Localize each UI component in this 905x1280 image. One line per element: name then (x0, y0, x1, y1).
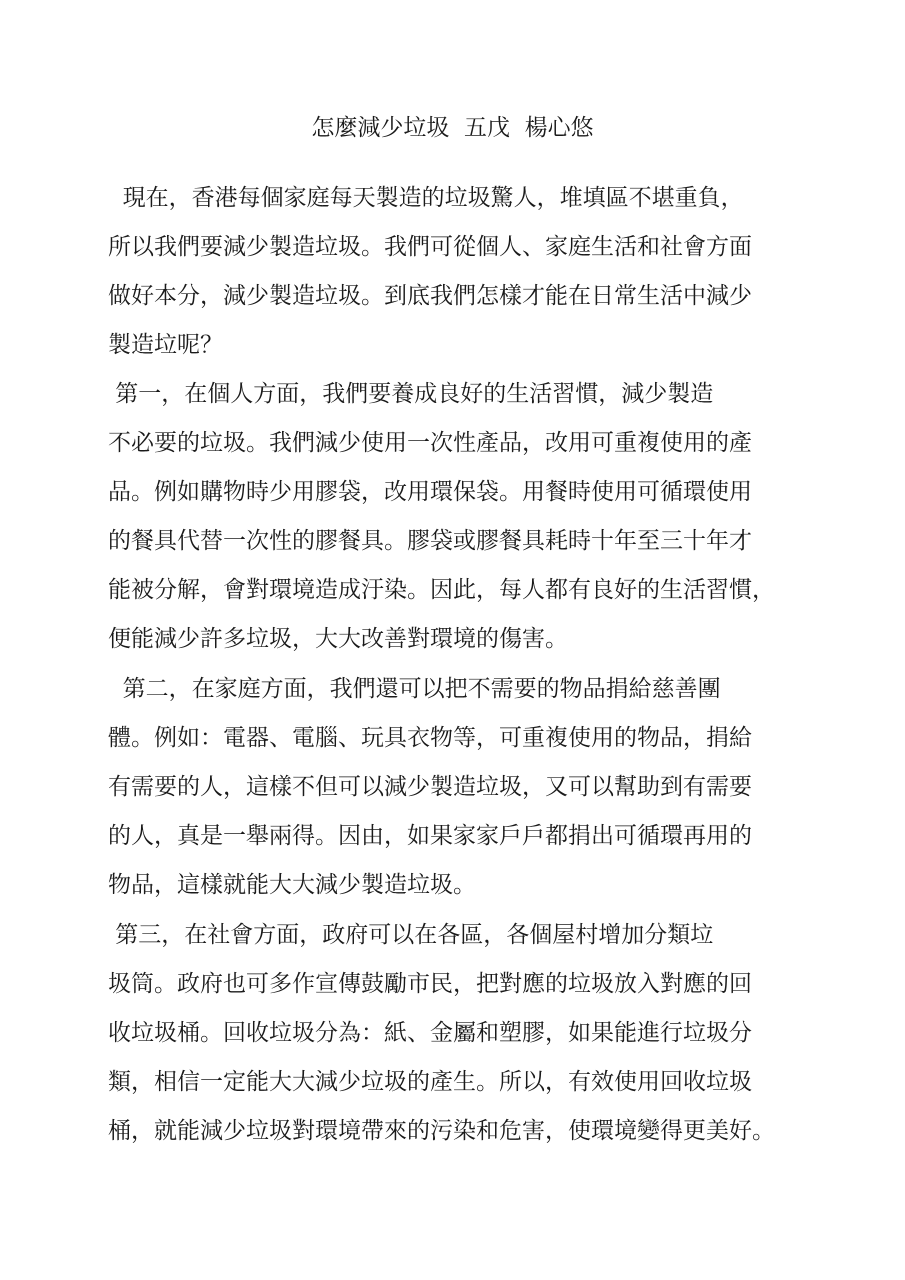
paragraph-1-line-3: 做好本分，減少製造垃圾。到底我們怎樣才能在日常生活中減少 (108, 283, 752, 309)
paragraph-3-line-4: 的人，真是一舉兩得。因由，如果家家戶戶都捐出可循環再用的 (108, 823, 752, 849)
paragraph-2-line-2: 不必要的垃圾。我們減少使用一次性產品，改用可重複使用的產 (108, 430, 752, 456)
paragraph-1-line-2: 所以我們要減少製造垃圾。我們可從個人、家庭生活和社會方面 (108, 234, 752, 260)
paragraph-3-line-5: 物品，這樣就能大大減少製造垃圾。 (108, 872, 476, 898)
paragraph-4-line-1: 第三，在社會方面，政府可以在各區，各個屋村增加分類垃 (108, 922, 714, 948)
paragraph-3-line-2: 體。例如：電器、電腦、玩具衣物等，可重複使用的物品，捐給 (108, 725, 752, 751)
page-title: 怎麼減少垃圾 五戊 楊心悠 (311, 115, 594, 141)
paragraph-4-line-3: 收垃圾桶。回收垃圾分為：紙、金屬和塑膠，如果能進行垃圾分 (108, 1020, 752, 1046)
paragraph-2-line-1: 第一，在個人方面，我們要養成良好的生活習慣，減少製造 (108, 381, 714, 407)
paragraph-3-line-1: 第二，在家庭方面，我們還可以把不需要的物品捐給慈善團 (108, 676, 721, 702)
paragraph-4-line-5: 桶，就能減少垃圾對環境帶來的污染和危害，使環境變得更美好。 (108, 1118, 775, 1144)
paragraph-3-line-3: 有需要的人，這樣不但可以減少製造垃圾，又可以幫助到有需要 (108, 774, 752, 800)
paragraph-2-line-5: 能被分解，會對環境造成汙染。因此，每人都有良好的生活習慣， (108, 577, 775, 603)
paragraph-2-line-6: 便能減少許多垃圾，大大改善對環境的傷害。 (108, 626, 568, 652)
paragraph-1-line-1: 現在，香港每個家庭每天製造的垃圾驚人，堆填區不堪重負， (108, 185, 744, 211)
paragraph-4-line-2: 圾筒。政府也可多作宣傳鼓勵市民，把對應的垃圾放入對應的回 (108, 971, 752, 997)
paragraph-2-line-3: 品。例如購物時少用膠袋，改用環保袋。用餐時使用可循環使用 (108, 479, 752, 505)
paragraph-1-line-4: 製造垃呢？ (108, 332, 223, 358)
paragraph-4-line-4: 類，相信一定能大大減少垃圾的產生。所以，有效使用回收垃圾 (108, 1069, 752, 1095)
paragraph-2-line-4: 的餐具代替一次性的膠餐具。膠袋或膠餐具耗時十年至三十年才 (108, 528, 752, 554)
